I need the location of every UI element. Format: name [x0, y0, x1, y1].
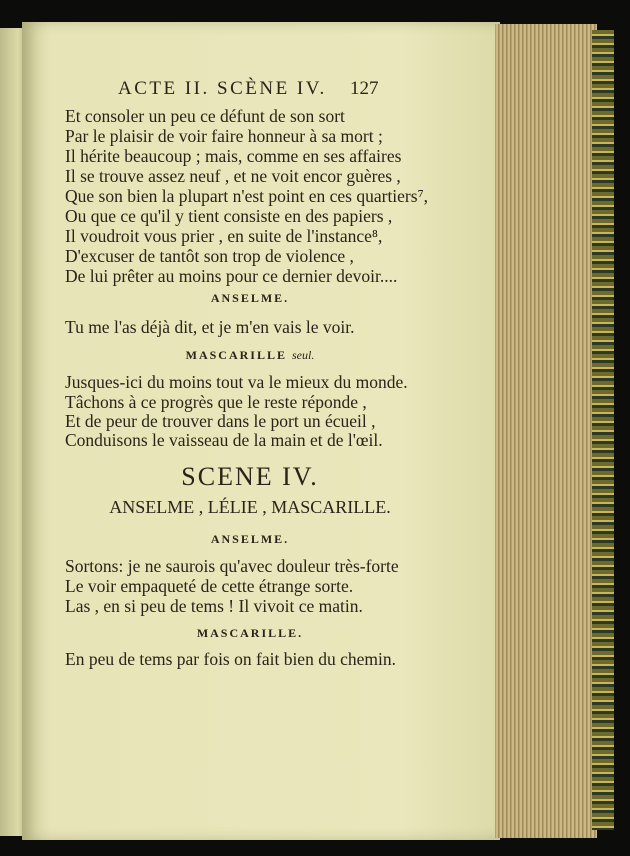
verse-line: Que son bien la plupart n'est point en ces quartiers⁷,: [65, 186, 429, 206]
speaker-name: [0, 348, 500, 363]
verse-line: Et consoler un peu ce défunt de son sort: [65, 106, 345, 126]
book-spine-cover: [592, 30, 614, 830]
scene-characters: ANSELME , LÉLIE , MASCARILLE.: [109, 497, 391, 517]
page-edges: [495, 24, 597, 838]
speaker-label: MASCARILLE: [185, 348, 287, 362]
verse-line: Conduisons le vaisseau de la main et de l'œil.: [65, 430, 383, 450]
speaker-name: ANSELME.: [210, 291, 290, 305]
stage-direction: seul.: [292, 348, 315, 362]
running-title: ACTE II. SCÈNE IV.: [118, 78, 327, 99]
verse-line: En peu de tems par fois on fait bien du chemin.: [65, 649, 396, 669]
speaker-name: ANSELME.: [210, 532, 290, 546]
verse-line: Tu me l'as déjà dit, et je m'en vais le voir.: [65, 317, 355, 337]
verse-line: Et de peur de trouver dans le port un écueil ,: [65, 411, 376, 431]
verse-line: Il se trouve assez neuf , et ne voit encor guères ,: [65, 166, 401, 186]
verse-line: Il hérite beaucoup ; mais, comme en ses affaires: [65, 146, 402, 166]
verse-line: Las , en si peu de tems ! Il vivoit ce matin.: [65, 596, 363, 616]
verse-line: Il voudroit vous prier , en suite de l'instance⁸,: [65, 226, 383, 246]
page-number: 127: [350, 78, 379, 99]
verse-line: Ou que ce qu'il y tient consiste en des papiers ,: [65, 206, 393, 226]
verse-line: Sortons: je ne saurois qu'avec douleur très-forte: [65, 556, 399, 576]
verse-line: Le voir empaqueté de cette étrange sorte.: [65, 576, 354, 596]
verse-line: D'excuser de tantôt son trop de violence ,: [65, 246, 354, 266]
verse-line: De lui prêter au moins pour ce dernier devoir....: [65, 266, 398, 286]
verse-line: Jusques-ici du moins tout va le mieux du monde.: [65, 372, 408, 392]
scene-title: SCENE IV.: [181, 462, 319, 491]
verse-line: Tâchons à ce progrès que le reste réponde ,: [65, 392, 367, 412]
verse-line: Par le plaisir de voir faire honneur à sa mort ;: [65, 126, 383, 146]
speaker-name: MASCARILLE.: [196, 626, 304, 640]
